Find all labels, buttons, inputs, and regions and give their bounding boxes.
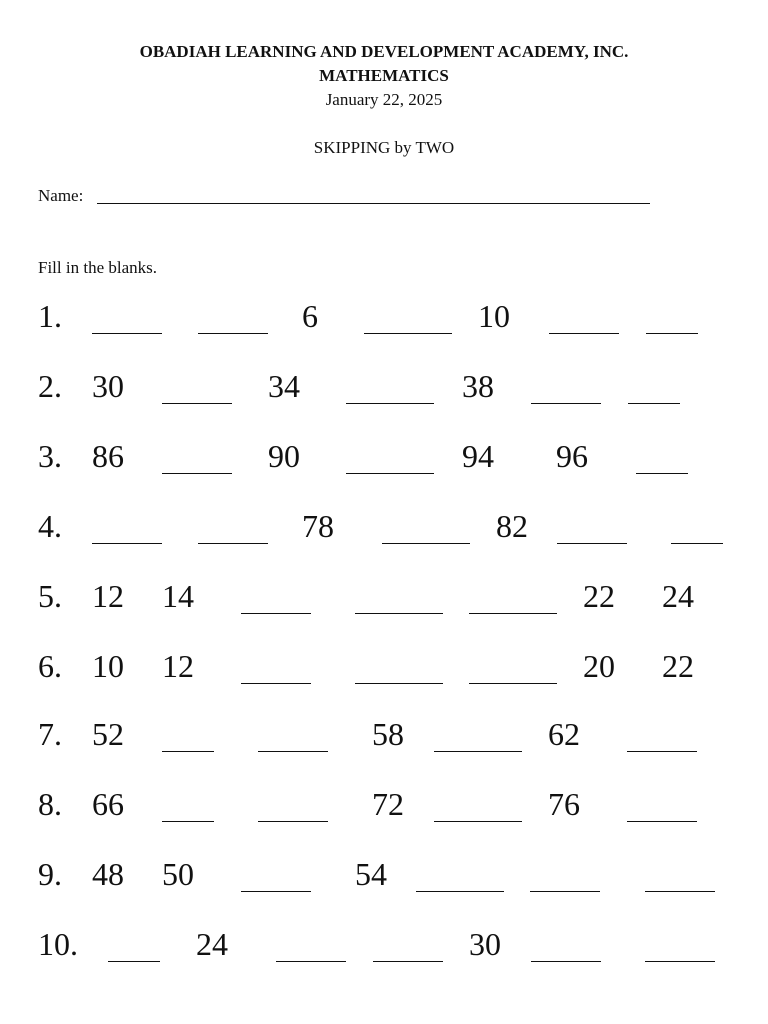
- answer-blank[interactable]: [645, 891, 715, 892]
- given-number: 62: [548, 716, 580, 752]
- answer-blank[interactable]: [276, 961, 346, 962]
- answer-blank[interactable]: [549, 333, 619, 334]
- answer-blank[interactable]: [346, 403, 434, 404]
- answer-blank[interactable]: [241, 683, 311, 684]
- name-field-line[interactable]: [97, 203, 650, 204]
- problem-number: 6.: [38, 648, 62, 684]
- answer-blank[interactable]: [162, 403, 232, 404]
- answer-blank[interactable]: [373, 961, 443, 962]
- problem-number: 8.: [38, 786, 62, 822]
- answer-blank[interactable]: [241, 891, 311, 892]
- answer-blank[interactable]: [198, 333, 268, 334]
- given-number: 66: [92, 786, 124, 822]
- answer-blank[interactable]: [258, 821, 328, 822]
- answer-blank[interactable]: [355, 683, 443, 684]
- name-label: Name:: [38, 186, 84, 205]
- answer-blank[interactable]: [557, 543, 627, 544]
- answer-blank[interactable]: [645, 961, 715, 962]
- given-number: 38: [462, 368, 494, 404]
- instructions: Fill in the blanks.: [38, 258, 157, 277]
- problem-number: 10.: [38, 926, 78, 962]
- answer-blank[interactable]: [469, 683, 557, 684]
- problem-number: 3.: [38, 438, 62, 474]
- school-name: OBADIAH LEARNING AND DEVELOPMENT ACADEMY, INC.: [139, 42, 629, 61]
- given-number: 90: [268, 438, 300, 474]
- given-number: 72: [372, 786, 404, 822]
- given-number: 86: [92, 438, 124, 474]
- answer-blank[interactable]: [636, 473, 688, 474]
- answer-blank[interactable]: [258, 751, 328, 752]
- given-number: 34: [268, 368, 300, 404]
- given-number: 76: [548, 786, 580, 822]
- given-number: 20: [583, 648, 615, 684]
- answer-blank[interactable]: [92, 543, 162, 544]
- answer-blank[interactable]: [162, 821, 214, 822]
- answer-blank[interactable]: [162, 473, 232, 474]
- worksheet-date: January 22, 2025: [325, 90, 443, 109]
- answer-blank[interactable]: [628, 403, 680, 404]
- problem-number: 5.: [38, 578, 62, 614]
- given-number: 22: [583, 578, 615, 614]
- answer-blank[interactable]: [92, 333, 162, 334]
- problem-number: 9.: [38, 856, 62, 892]
- given-number: 22: [662, 648, 694, 684]
- given-number: 52: [92, 716, 124, 752]
- problem-number: 1.: [38, 298, 62, 334]
- answer-blank[interactable]: [646, 333, 698, 334]
- given-number: 82: [496, 508, 528, 544]
- answer-blank[interactable]: [627, 751, 697, 752]
- given-number: 50: [162, 856, 194, 892]
- answer-blank[interactable]: [355, 613, 443, 614]
- given-number: 30: [469, 926, 501, 962]
- given-number: 10: [92, 648, 124, 684]
- given-number: 14: [162, 578, 194, 614]
- problem-number: 7.: [38, 716, 62, 752]
- given-number: 12: [162, 648, 194, 684]
- given-number: 6: [302, 298, 318, 334]
- problem-number: 2.: [38, 368, 62, 404]
- answer-blank[interactable]: [531, 961, 601, 962]
- answer-blank[interactable]: [108, 961, 160, 962]
- answer-blank[interactable]: [382, 543, 470, 544]
- answer-blank[interactable]: [531, 403, 601, 404]
- given-number: 58: [372, 716, 404, 752]
- given-number: 12: [92, 578, 124, 614]
- given-number: 94: [462, 438, 494, 474]
- answer-blank[interactable]: [530, 891, 600, 892]
- worksheet-title: SKIPPING by TWO: [313, 138, 455, 157]
- given-number: 30: [92, 368, 124, 404]
- answer-blank[interactable]: [627, 821, 697, 822]
- given-number: 96: [556, 438, 588, 474]
- given-number: 10: [478, 298, 510, 334]
- given-number: 48: [92, 856, 124, 892]
- problem-number: 4.: [38, 508, 62, 544]
- answer-blank[interactable]: [434, 751, 522, 752]
- answer-blank[interactable]: [162, 751, 214, 752]
- answer-blank[interactable]: [671, 543, 723, 544]
- given-number: 78: [302, 508, 334, 544]
- answer-blank[interactable]: [469, 613, 557, 614]
- answer-blank[interactable]: [434, 821, 522, 822]
- given-number: 54: [355, 856, 387, 892]
- given-number: 24: [196, 926, 228, 962]
- answer-blank[interactable]: [346, 473, 434, 474]
- answer-blank[interactable]: [241, 613, 311, 614]
- answer-blank[interactable]: [364, 333, 452, 334]
- given-number: 24: [662, 578, 694, 614]
- answer-blank[interactable]: [198, 543, 268, 544]
- subject-title: MATHEMATICS: [319, 66, 449, 85]
- answer-blank[interactable]: [416, 891, 504, 892]
